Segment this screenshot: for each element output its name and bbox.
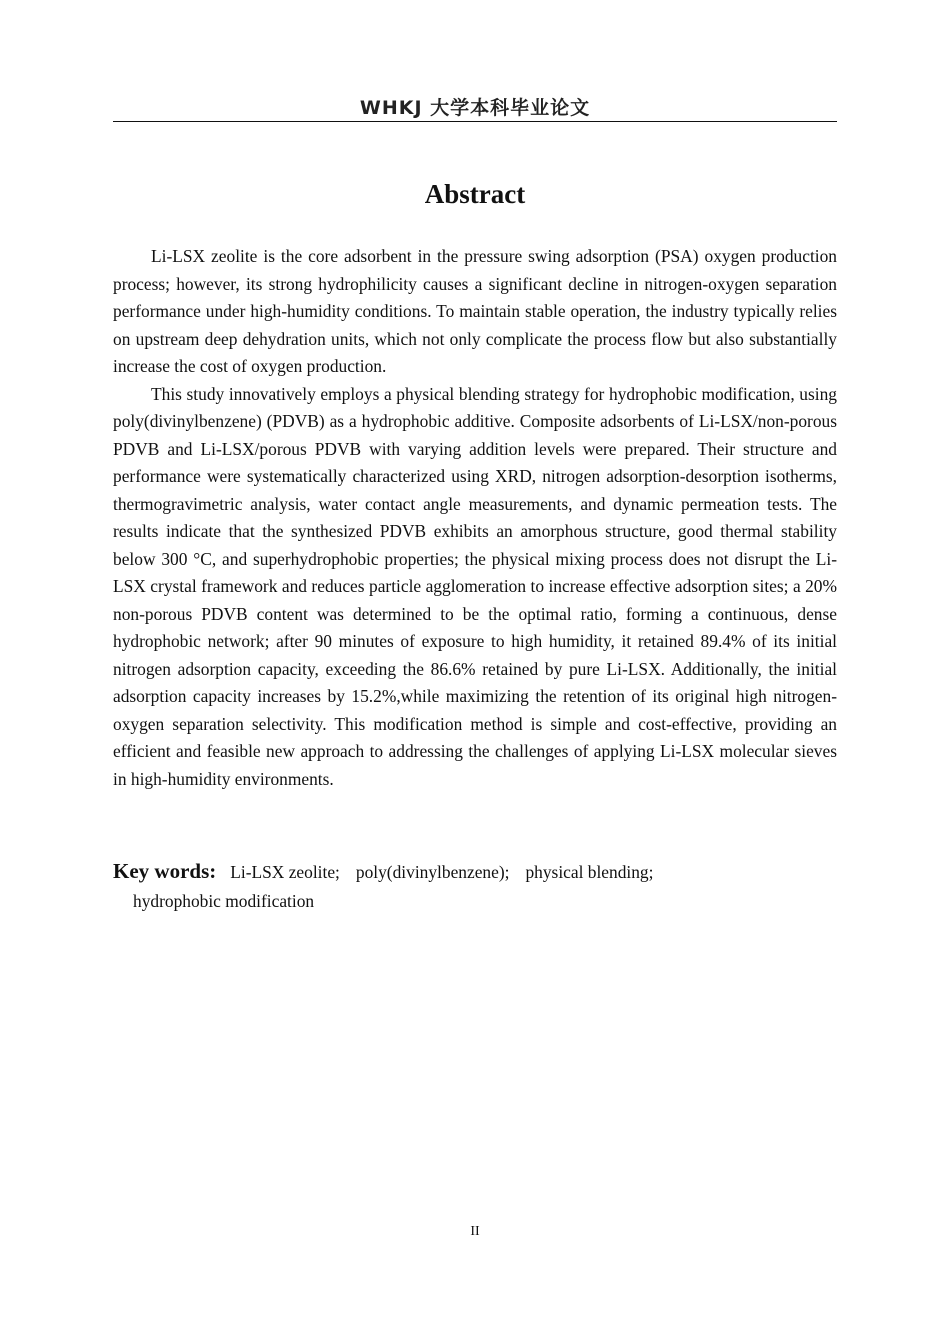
header-rule xyxy=(113,121,837,122)
page-title: Abstract xyxy=(424,179,526,209)
page-header: WHKJ 大学本科毕业论文 xyxy=(359,97,591,119)
keyword: hydrophobic modification xyxy=(133,891,315,911)
keywords-line-1 xyxy=(113,857,837,887)
page-number: II xyxy=(470,1224,480,1239)
keyword: Li-LSX zeolite; xyxy=(230,862,340,882)
keyword: physical blending; xyxy=(525,862,654,882)
abstract-paragraph: Li-LSX zeolite is the core adsorbent in the pressure swing adsorption (PSA) oxygen production process; however, its strong hydrophilicity causes a significant decline in nitrogen-oxygen separation performance under high-humidity conditions. To maintain stable operation, the industry typically relies on upstream deep dehydration units, which not only complicate the process flow but also substantially increase the cost of oxygen production. xyxy=(113,246,837,376)
keywords-line-2 xyxy=(113,887,837,916)
keywords-label: Key words: xyxy=(113,859,217,883)
abstract-body xyxy=(113,243,837,793)
keywords-section xyxy=(113,857,837,916)
abstract-paragraph: This study innovatively employs a physical blending strategy for hydrophobic modification, using poly(divinylbenzene) (PDVB) as a hydrophobic additive. Composite adsorbents of Li-LSX/non-porous PDVB and Li-LSX/porous PDVB with varying addition levels were prepared. Their structure and performance were systematically characterized using XRD, nitrogen adsorption-desorption isotherms, thermogravimetric analysis, water contact angle measurements, and dynamic permeation tests. The results indicate that the synthesized PDVB exhibits an amorphous structure, good thermal stability below 300 °C, and superhydrophobic properties; the physical mixing process does not disrupt the Li-LSX crystal framework and reduces particle agglomeration to increase effective adsorption sites; a 20% non-porous PDVB content was determined to be the optimal ratio, forming a continuous, dense hydrophobic network; after 90 minutes of exposure to high humidity, it retained 89.4% of its initial nitrogen adsorption capacity, exceeding the 86.6% retained by pure Li-LSX. Additionally, the initial adsorption capacity increases by 15.2%,while maximizing the retention of its original high nitrogen-oxygen separation selectivity. This modification method is simple and cost-effective, providing an efficient and feasible new approach to addressing the challenges of applying Li-LSX molecular sieves in high-humidity environments. xyxy=(113,383,837,789)
keyword: poly(divinylbenzene); xyxy=(355,862,510,882)
